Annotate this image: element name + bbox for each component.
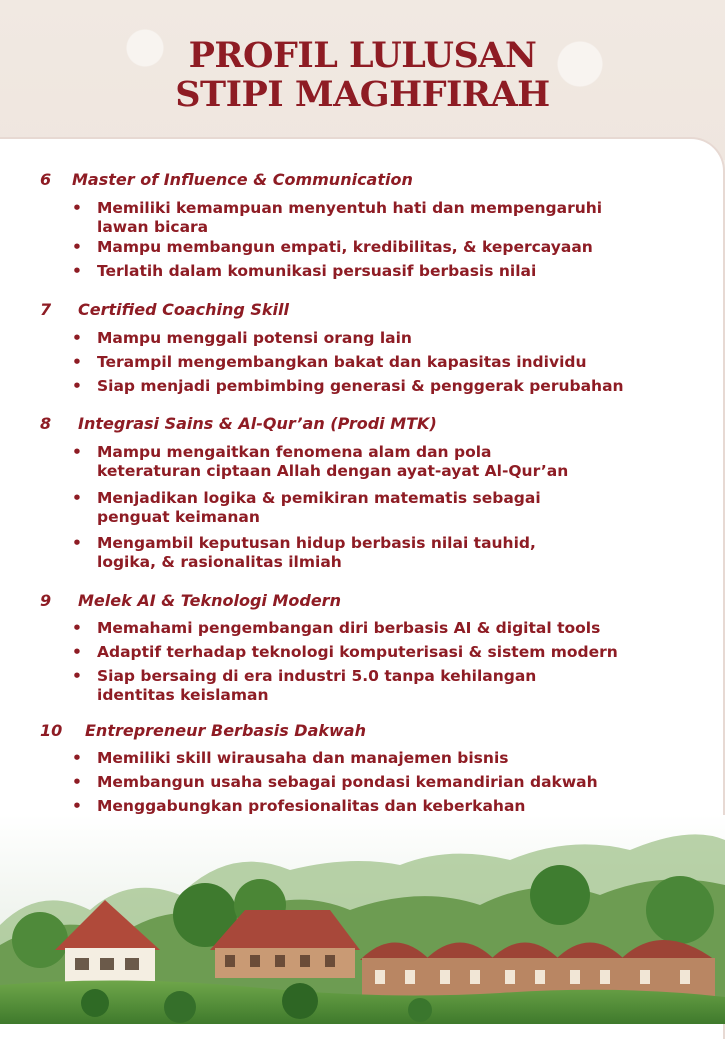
bullet-icon: • xyxy=(72,353,82,371)
bullet-icon: • xyxy=(72,377,82,395)
list-item xyxy=(72,443,672,481)
bullet-text: Memiliki kemampuan menyentuh hati dan mempengaruhi lawan bicara xyxy=(97,199,603,236)
section-title: Integrasi Sains & Al-Qur’an (Prodi MTK) xyxy=(78,414,437,433)
bullet-icon: • xyxy=(72,773,82,791)
section-number: 6 xyxy=(40,170,52,189)
section-number: 9 xyxy=(40,591,52,610)
bullet-icon: • xyxy=(72,238,82,256)
list-item xyxy=(72,377,672,396)
section-title: Melek AI & Teknologi Modern xyxy=(78,591,341,610)
section-heading-7 xyxy=(40,300,289,320)
bullet-icon: • xyxy=(72,329,82,347)
list-item xyxy=(72,238,672,257)
bullet-icon: • xyxy=(72,797,82,815)
bullet-text: Membangun usaha sebagai pondasi kemandirian dakwah xyxy=(97,773,598,791)
bullet-icon: • xyxy=(72,489,82,507)
list-item xyxy=(72,489,672,527)
list-item xyxy=(72,199,672,237)
section-title: Master of Influence & Communication xyxy=(72,170,413,189)
section-heading-6 xyxy=(40,170,413,190)
list-item xyxy=(72,643,672,662)
section-heading-10 xyxy=(40,721,366,741)
bullet-icon: • xyxy=(72,619,82,637)
bullet-text: Mampu membangun empati, kredibilitas, & kepercayaan xyxy=(97,238,593,256)
bullet-text: Mampu menggali potensi orang lain xyxy=(97,329,412,347)
list-item xyxy=(72,353,672,372)
campus-photo xyxy=(0,815,725,1024)
bullet-text: Adaptif terhadap teknologi komputerisasi & sistem modern xyxy=(97,643,618,661)
bullet-icon: • xyxy=(72,667,82,685)
section-number: 7 xyxy=(40,300,52,319)
page-title-line-2: STIPI MAGHFIRAH xyxy=(175,74,550,115)
bullet-text: Mampu mengaitkan fenomena alam dan pola keteraturan ciptaan Allah dengan ayat-ayat Al-Qur’an xyxy=(97,443,569,480)
section-title: Entrepreneur Berbasis Dakwah xyxy=(85,721,366,740)
section-heading-9 xyxy=(40,591,341,611)
bullet-icon: • xyxy=(72,443,82,461)
list-item xyxy=(72,619,672,638)
bullet-text: Menggabungkan profesionalitas dan keberkahan xyxy=(97,797,526,815)
campus-illustration xyxy=(0,815,725,1024)
section-number: 10 xyxy=(40,721,63,740)
list-item xyxy=(72,534,672,572)
section-number: 8 xyxy=(40,414,52,433)
bullet-text: Siap menjadi pembimbing generasi & penggerak perubahan xyxy=(97,377,624,395)
list-item xyxy=(72,262,672,281)
list-item xyxy=(72,749,672,768)
bullet-text: Siap bersaing di era industri 5.0 tanpa kehilangan identitas keislaman xyxy=(97,667,537,704)
list-item xyxy=(72,329,672,348)
bullet-text: Memiliki skill wirausaha dan manajemen bisnis xyxy=(97,749,509,767)
bullet-text: Terlatih dalam komunikasi persuasif berbasis nilai xyxy=(97,262,537,280)
bullet-icon: • xyxy=(72,199,82,217)
bullet-text: Memahami pengembangan diri berbasis AI & digital tools xyxy=(97,619,601,637)
bullet-icon: • xyxy=(72,534,82,552)
bullet-text: Menjadikan logika & pemikiran matematis sebagai penguat keimanan xyxy=(97,489,541,526)
section-title: Certified Coaching Skill xyxy=(78,300,290,319)
list-item xyxy=(72,667,672,705)
list-item xyxy=(72,773,672,792)
bullet-icon: • xyxy=(72,643,82,661)
section-heading-8 xyxy=(40,414,437,434)
bullet-text: Terampil mengembangkan bakat dan kapasitas individu xyxy=(97,353,587,371)
page-title-line-1: PROFIL LULUSAN xyxy=(188,35,537,76)
bullet-icon: • xyxy=(72,262,82,280)
bullet-text: Mengambil keputusan hidup berbasis nilai tauhid, logika, & rasionalitas ilmiah xyxy=(97,534,536,571)
bullet-icon: • xyxy=(72,749,82,767)
header-banner xyxy=(0,0,725,160)
